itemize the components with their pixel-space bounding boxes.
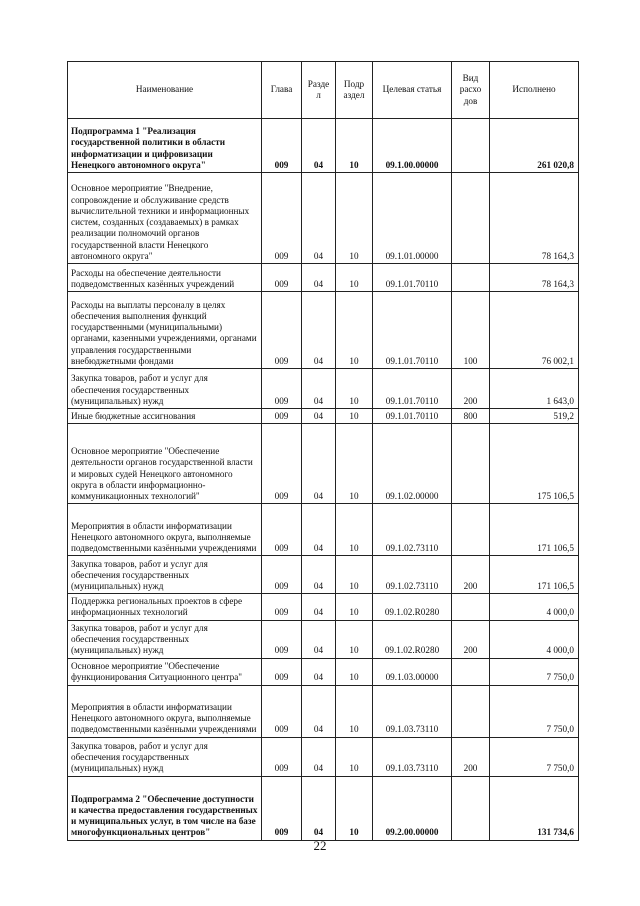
row-glava: 009 (262, 369, 302, 409)
row-glava: 009 (262, 594, 302, 620)
row-glava: 009 (262, 424, 302, 504)
row-vid-rashodov (452, 424, 490, 504)
row-ispolneno: 519,2 (490, 409, 579, 424)
row-name: Иные бюджетные ассигнования (68, 409, 262, 424)
row-celevaya-statya: 09.1.03.73110 (373, 737, 452, 776)
row-ispolneno: 261 020,8 (490, 119, 579, 173)
row-name: Расходы на обеспечение деятельности подведомственных казённых учреждений (68, 264, 262, 292)
row-glava: 009 (262, 737, 302, 776)
row-razdel: 04 (302, 119, 336, 173)
row-razdel: 04 (302, 369, 336, 409)
row-celevaya-statya: 09.1.02.R0280 (373, 594, 452, 620)
row-glava: 009 (262, 658, 302, 685)
row-ispolneno: 78 164,3 (490, 173, 579, 264)
row-podrazdel: 10 (336, 409, 373, 424)
table-row (68, 685, 579, 737)
row-celevaya-statya: 09.1.02.73110 (373, 504, 452, 556)
row-podrazdel: 10 (336, 620, 373, 658)
row-podrazdel: 10 (336, 685, 373, 737)
row-ispolneno: 7 750,0 (490, 685, 579, 737)
row-name: Расходы на выплаты персоналу в целях обеспечения выполнения функций государственными (муниципальными) органами, казенными учреждениями, органами управления государственными внебюджетными фондами (68, 292, 262, 369)
row-celevaya-statya: 09.1.02.R0280 (373, 620, 452, 658)
row-celevaya-statya: 09.1.03.00000 (373, 658, 452, 685)
row-vid-rashodov: 200 (452, 556, 490, 594)
header-razdel: Разде л (302, 62, 336, 119)
row-razdel: 04 (302, 737, 336, 776)
row-glava: 009 (262, 685, 302, 737)
row-vid-rashodov: 100 (452, 292, 490, 369)
table-header-row (68, 62, 579, 119)
row-ispolneno: 171 106,5 (490, 556, 579, 594)
row-razdel: 04 (302, 658, 336, 685)
table-row (68, 594, 579, 620)
row-ispolneno: 76 002,1 (490, 292, 579, 369)
header-glava: Глава (262, 62, 302, 119)
page-number: 22 (313, 838, 327, 853)
table-row (68, 504, 579, 556)
row-podrazdel: 10 (336, 594, 373, 620)
row-name: Основное мероприятие "Обеспечение деятельности органов государственной власти и мировых судей Ненецкого автономного округа в области информационно-коммуникационных технологий" (68, 424, 262, 504)
row-name: Закупка товаров, работ и услуг для обеспечения государственных (муниципальных) нужд (68, 556, 262, 594)
row-glava: 009 (262, 620, 302, 658)
row-name: Основное мероприятие "Внедрение, сопровождение и обслуживание средств вычислительной техники и информационных систем, созданных (создаваемых) в рамках реализации полномочий органов государственной власти Ненецкого автономного округа" (68, 173, 262, 264)
row-vid-rashodov (452, 173, 490, 264)
row-celevaya-statya: 09.1.01.70110 (373, 369, 452, 409)
row-glava: 009 (262, 504, 302, 556)
row-glava: 009 (262, 264, 302, 292)
row-glava: 009 (262, 776, 302, 840)
row-celevaya-statya: 09.1.00.00000 (373, 119, 452, 173)
row-ispolneno: 131 734,6 (490, 776, 579, 840)
row-celevaya-statya: 09.1.02.00000 (373, 424, 452, 504)
row-podrazdel: 10 (336, 292, 373, 369)
row-name: Закупка товаров, работ и услуг для обеспечения государственных (муниципальных) нужд (68, 620, 262, 658)
row-ispolneno: 4 000,0 (490, 594, 579, 620)
row-razdel: 04 (302, 173, 336, 264)
header-ispolneno: Исполнено (490, 62, 579, 119)
row-razdel: 04 (302, 685, 336, 737)
row-vid-rashodov (452, 658, 490, 685)
row-name: Мероприятия в области информатизации Ненецкого автономного округа, выполняемые подведомственными казёнными учреждениями (68, 504, 262, 556)
row-razdel: 04 (302, 776, 336, 840)
header-celevaya-statya: Целевая статья (373, 62, 452, 119)
row-vid-rashodov (452, 776, 490, 840)
row-razdel: 04 (302, 424, 336, 504)
row-name: Мероприятия в области информатизации Ненецкого автономного округа, выполняемые подведомственными казёнными учреждениями (68, 685, 262, 737)
row-celevaya-statya: 09.1.01.70110 (373, 409, 452, 424)
row-podrazdel: 10 (336, 173, 373, 264)
row-vid-rashodov (452, 264, 490, 292)
row-vid-rashodov: 200 (452, 737, 490, 776)
row-podrazdel: 10 (336, 424, 373, 504)
row-vid-rashodov (452, 504, 490, 556)
row-vid-rashodov (452, 119, 490, 173)
row-razdel: 04 (302, 620, 336, 658)
row-podrazdel: 10 (336, 264, 373, 292)
row-podrazdel: 10 (336, 119, 373, 173)
row-ispolneno: 7 750,0 (490, 658, 579, 685)
row-glava: 009 (262, 409, 302, 424)
row-razdel: 04 (302, 504, 336, 556)
table-row (68, 292, 579, 369)
table-row (68, 776, 579, 840)
row-celevaya-statya: 09.1.02.73110 (373, 556, 452, 594)
row-celevaya-statya: 09.1.03.73110 (373, 685, 452, 737)
row-podrazdel: 10 (336, 556, 373, 594)
row-ispolneno: 171 106,5 (490, 504, 579, 556)
row-vid-rashodov: 200 (452, 620, 490, 658)
row-celevaya-statya: 09.1.01.70110 (373, 292, 452, 369)
row-razdel: 04 (302, 409, 336, 424)
row-ispolneno: 4 000,0 (490, 620, 579, 658)
table-row (68, 737, 579, 776)
row-name: Закупка товаров, работ и услуг для обеспечения государственных (муниципальных) нужд (68, 369, 262, 409)
row-celevaya-statya: 09.1.01.70110 (373, 264, 452, 292)
row-vid-rashodov: 200 (452, 369, 490, 409)
row-podrazdel: 10 (336, 504, 373, 556)
row-razdel: 04 (302, 264, 336, 292)
header-name: Наименование (68, 62, 262, 119)
row-glava: 009 (262, 119, 302, 173)
row-glava: 009 (262, 173, 302, 264)
row-name: Закупка товаров, работ и услуг для обеспечения государственных (муниципальных) нужд (68, 737, 262, 776)
row-ispolneno: 1 643,0 (490, 369, 579, 409)
table-row (68, 658, 579, 685)
row-name: Подпрограмма 1 "Реализация государственной политики в области информатизации и цифровизации Ненецкого автономного округа" (68, 119, 262, 173)
table-row (68, 556, 579, 594)
row-celevaya-statya: 09.1.01.00000 (373, 173, 452, 264)
row-razdel: 04 (302, 292, 336, 369)
header-podrazdel: Подр аздел (336, 62, 373, 119)
table-row (68, 173, 579, 264)
row-ispolneno: 7 750,0 (490, 737, 579, 776)
row-vid-rashodov: 800 (452, 409, 490, 424)
row-celevaya-statya: 09.2.00.00000 (373, 776, 452, 840)
row-glava: 009 (262, 292, 302, 369)
row-podrazdel: 10 (336, 369, 373, 409)
table-row (68, 119, 579, 173)
row-podrazdel: 10 (336, 737, 373, 776)
table-row (68, 424, 579, 504)
row-name: Поддержка региональных проектов в сфере информационных технологий (68, 594, 262, 620)
table-row (68, 409, 579, 424)
row-ispolneno: 175 106,5 (490, 424, 579, 504)
row-vid-rashodov (452, 594, 490, 620)
row-ispolneno: 78 164,3 (490, 264, 579, 292)
row-glava: 009 (262, 556, 302, 594)
row-razdel: 04 (302, 556, 336, 594)
table-row (68, 620, 579, 658)
row-podrazdel: 10 (336, 776, 373, 840)
budget-table (67, 61, 579, 841)
table-row (68, 264, 579, 292)
table-row (68, 369, 579, 409)
row-name: Основное мероприятие "Обеспечение функционирования Ситуационного центра" (68, 658, 262, 685)
row-podrazdel: 10 (336, 658, 373, 685)
header-vid-rashodov: Вид расхо дов (452, 62, 490, 119)
row-name: Подпрограмма 2 "Обеспечение доступности и качества предоставления государственных и муниципальных услуг, в том числе на базе многофункциональных центров" (68, 776, 262, 840)
row-razdel: 04 (302, 594, 336, 620)
row-vid-rashodov (452, 685, 490, 737)
